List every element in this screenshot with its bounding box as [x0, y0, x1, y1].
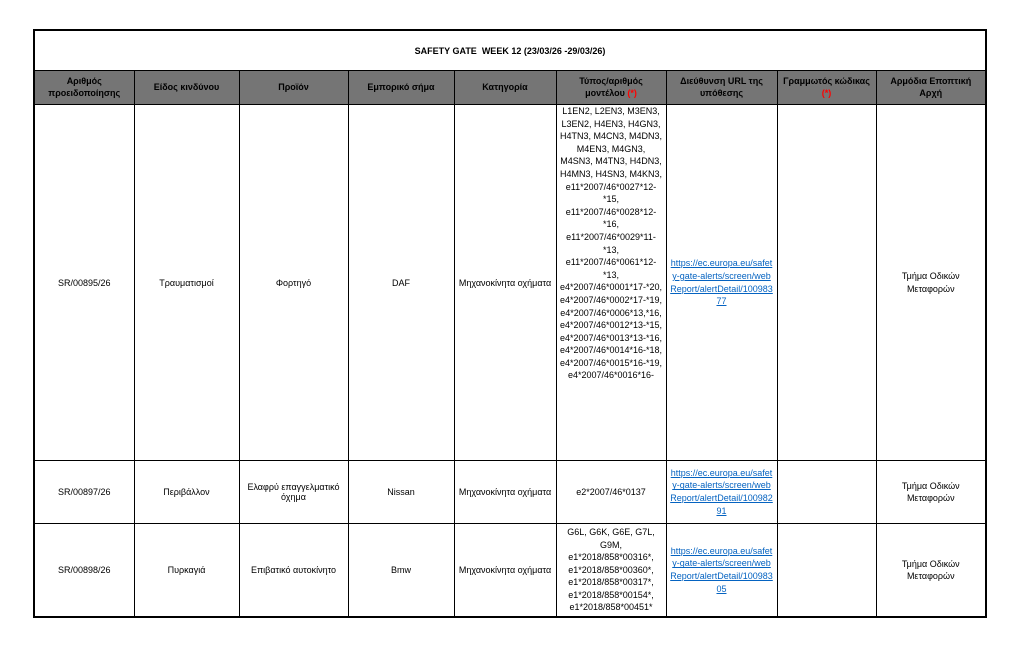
cell-category: Μηχανοκίνητα οχήματα [454, 524, 556, 618]
authority-text: Τμήμα Οδικών Μεταφορών [901, 271, 960, 294]
case-url-link[interactable]: https://ec.europa.eu/safety-gate-alerts/screen/webReport/alertDetail/10098291 [670, 467, 773, 516]
models-text: L1EN2, L2EN3, M3EN3, L3EN2, H4EN3, H4GN3, H4TN3, M4CN3, M4DN3, M4EN3, M4GN3, M4SN3, M4TN3, H4DN3, H4MN3, H4SN3, M4KN3, e11*2007/46*0027*12-*15, e11*2007/46*0028*12-*16, e11*2007/46*0029*11-*13, e11*2007/46*0061*12-*13, e4*2007/46*0001*17-*20, e4*2007/46*0002*17-*19, e4*2007/46*0006*13,*16, e4*2007/46*0012*13-*15, e4*2007/46*0013*13-*16, e4*2007/46*0014*16-*18, e4*2007/46*0015*16-*19, e4*2007/46*0016*16- [559, 106, 663, 381]
column-header-label: Εμπορικό σήμα [367, 81, 435, 92]
column-header-risk-type [134, 71, 239, 105]
cell-alert-number: SR/00895/26 [34, 105, 134, 461]
column-header-authority [876, 71, 986, 105]
case-url-link[interactable]: https://ec.europa.eu/safety-gate-alerts/screen/webReport/alertDetail/10098305 [670, 545, 773, 594]
cell-product: Επιβατικό αυτοκίνητο [239, 524, 348, 618]
table-row [34, 524, 986, 618]
column-header-label: Προϊόν [278, 81, 309, 92]
table-header-row [34, 71, 986, 105]
cell-url [666, 461, 777, 524]
cell-product: Φορτηγό [239, 105, 348, 461]
column-header-label: Είδος κινδύνου [153, 81, 220, 92]
cell-category: Μηχανοκίνητα οχήματα [454, 105, 556, 461]
cell-barcode [777, 105, 876, 461]
cell-models [556, 105, 666, 461]
column-header-brand [348, 71, 454, 105]
column-header-label: Αρμόδια Εποπτική Αρχή [890, 76, 972, 98]
authority-text: Τμήμα Οδικών Μεταφορών [901, 480, 960, 503]
cell-authority [876, 461, 986, 524]
required-marker: (*) [624, 87, 637, 98]
cell-authority [876, 524, 986, 618]
cell-barcode [777, 461, 876, 524]
cell-brand: Bmw [348, 524, 454, 618]
column-header-label: Διεύθυνση URL της υπόθεσης [680, 76, 763, 98]
required-marker: (*) [821, 87, 832, 98]
report-title: SAFETY GATE WEEK 12 (23/03/26 -29/03/26) [34, 30, 986, 71]
authority-text: Τμήμα Οδικών Μεταφορών [901, 558, 960, 581]
column-header-alert-number [34, 71, 134, 105]
column-header-barcode [777, 71, 876, 105]
column-header-case-url [666, 71, 777, 105]
cell-brand: DAF [348, 105, 454, 461]
cell-risk-type: Τραυματισμοί [134, 105, 239, 461]
cell-product: Ελαφρύ επαγγελματικό όχημα [239, 461, 348, 524]
cell-authority [876, 105, 986, 461]
column-header-label: Τύπος/αριθμός μοντέλου [579, 76, 643, 98]
cell-category: Μηχανοκίνητα οχήματα [454, 461, 556, 524]
column-header-product [239, 71, 348, 105]
cell-barcode [777, 524, 876, 618]
cell-url [666, 524, 777, 618]
cell-brand: Nissan [348, 461, 454, 524]
cell-risk-type: Πυρκαγιά [134, 524, 239, 618]
case-url-link[interactable]: https://ec.europa.eu/safety-gate-alerts/screen/webReport/alertDetail/10098377 [670, 258, 773, 307]
table-row [34, 105, 986, 461]
cell-models: G6L, G6K, G6E, G7L, G9M, e1*2018/858*00316*, e1*2018/858*00360*, e1*2018/858*00317*, e1*2018/858*00154*, e1*2018/858*00451* [556, 524, 666, 618]
table-row [34, 461, 986, 524]
cell-url [666, 105, 777, 461]
cell-models: e2*2007/46*0137 [556, 461, 666, 524]
column-header-label: Γραμμωτός κώδικας [783, 76, 870, 87]
cell-alert-number: SR/00898/26 [34, 524, 134, 618]
column-header-label: Κατηγορία [482, 81, 528, 92]
column-header-model-type [556, 71, 666, 105]
cell-alert-number: SR/00897/26 [34, 461, 134, 524]
column-header-category [454, 71, 556, 105]
safety-gate-table [33, 29, 987, 618]
column-header-label: Αριθμός προειδοποίησης [48, 76, 121, 98]
cell-risk-type: Περιβάλλον [134, 461, 239, 524]
